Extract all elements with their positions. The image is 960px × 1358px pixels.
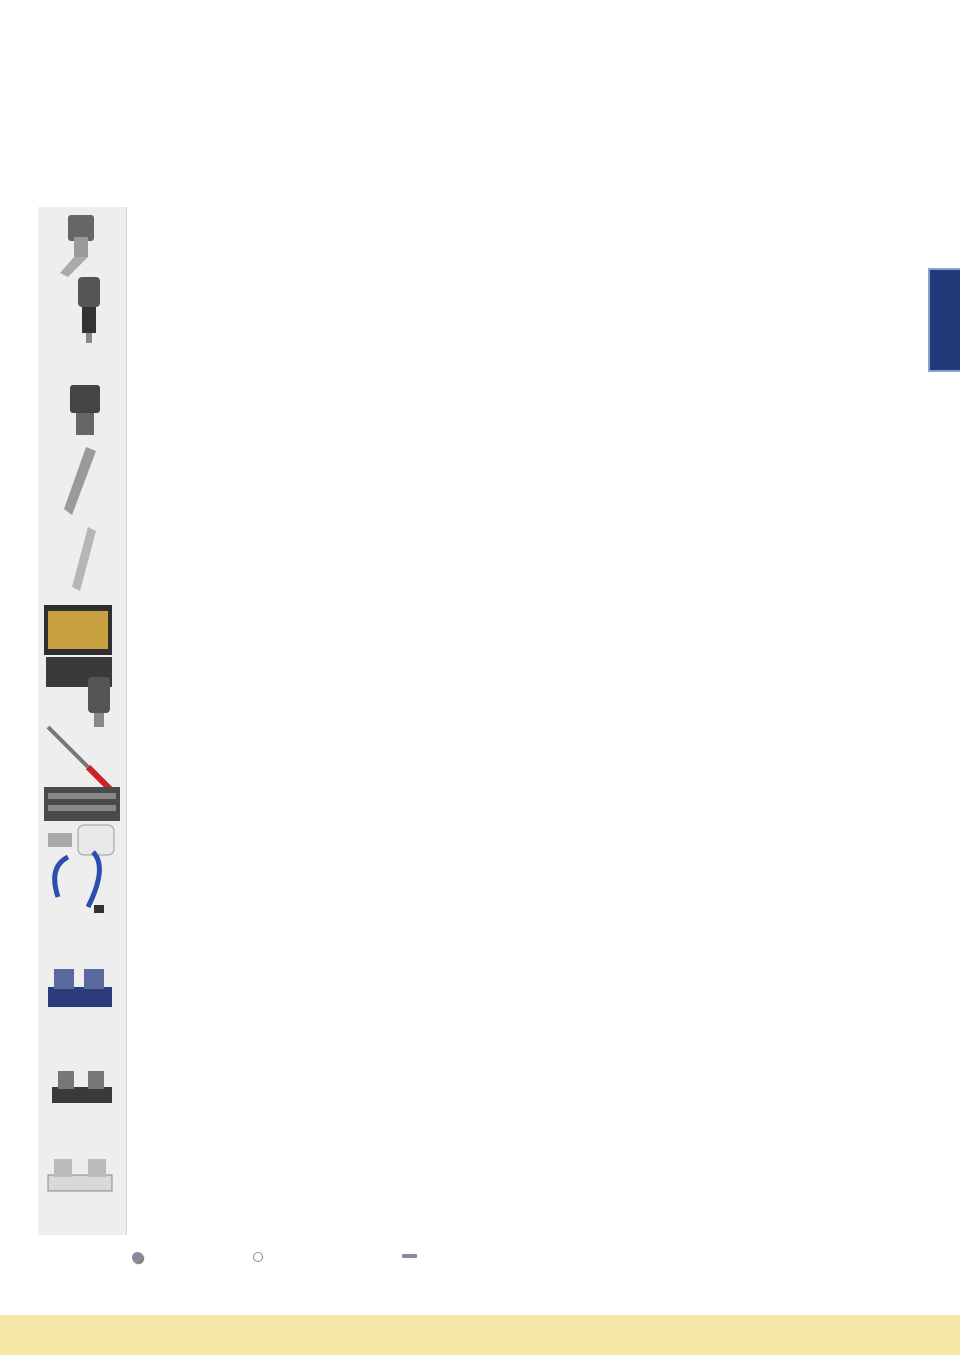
legend-not-recommended bbox=[402, 1251, 423, 1262]
page-footer bbox=[0, 1315, 960, 1355]
drill-vice-image bbox=[48, 1159, 112, 1191]
table-header-lines bbox=[0, 0, 960, 210]
precision-vice-image bbox=[52, 1071, 112, 1103]
legend-conditional bbox=[253, 1251, 269, 1264]
coolant-system-image bbox=[48, 825, 114, 855]
drift-key-image bbox=[48, 727, 114, 793]
drill-set-image bbox=[44, 605, 112, 687]
coolant-hose-image bbox=[55, 852, 104, 913]
open-circle-icon bbox=[253, 1252, 263, 1262]
taper-sleeve-image bbox=[64, 447, 96, 591]
clamping-kit-image bbox=[44, 787, 120, 821]
machine-vice-image bbox=[48, 969, 112, 1007]
keyless-chuck-image bbox=[78, 277, 100, 343]
full-circle-icon bbox=[132, 1252, 143, 1263]
tap-holder-image bbox=[88, 677, 110, 727]
jacobs-chuck-image bbox=[70, 385, 100, 435]
dash-icon bbox=[402, 1254, 417, 1258]
product-images-panel bbox=[38, 207, 127, 1235]
section-tab[interactable] bbox=[928, 268, 960, 372]
drill-chuck-image bbox=[60, 215, 94, 277]
legend-recommended bbox=[132, 1251, 161, 1265]
product-images bbox=[38, 207, 126, 1235]
